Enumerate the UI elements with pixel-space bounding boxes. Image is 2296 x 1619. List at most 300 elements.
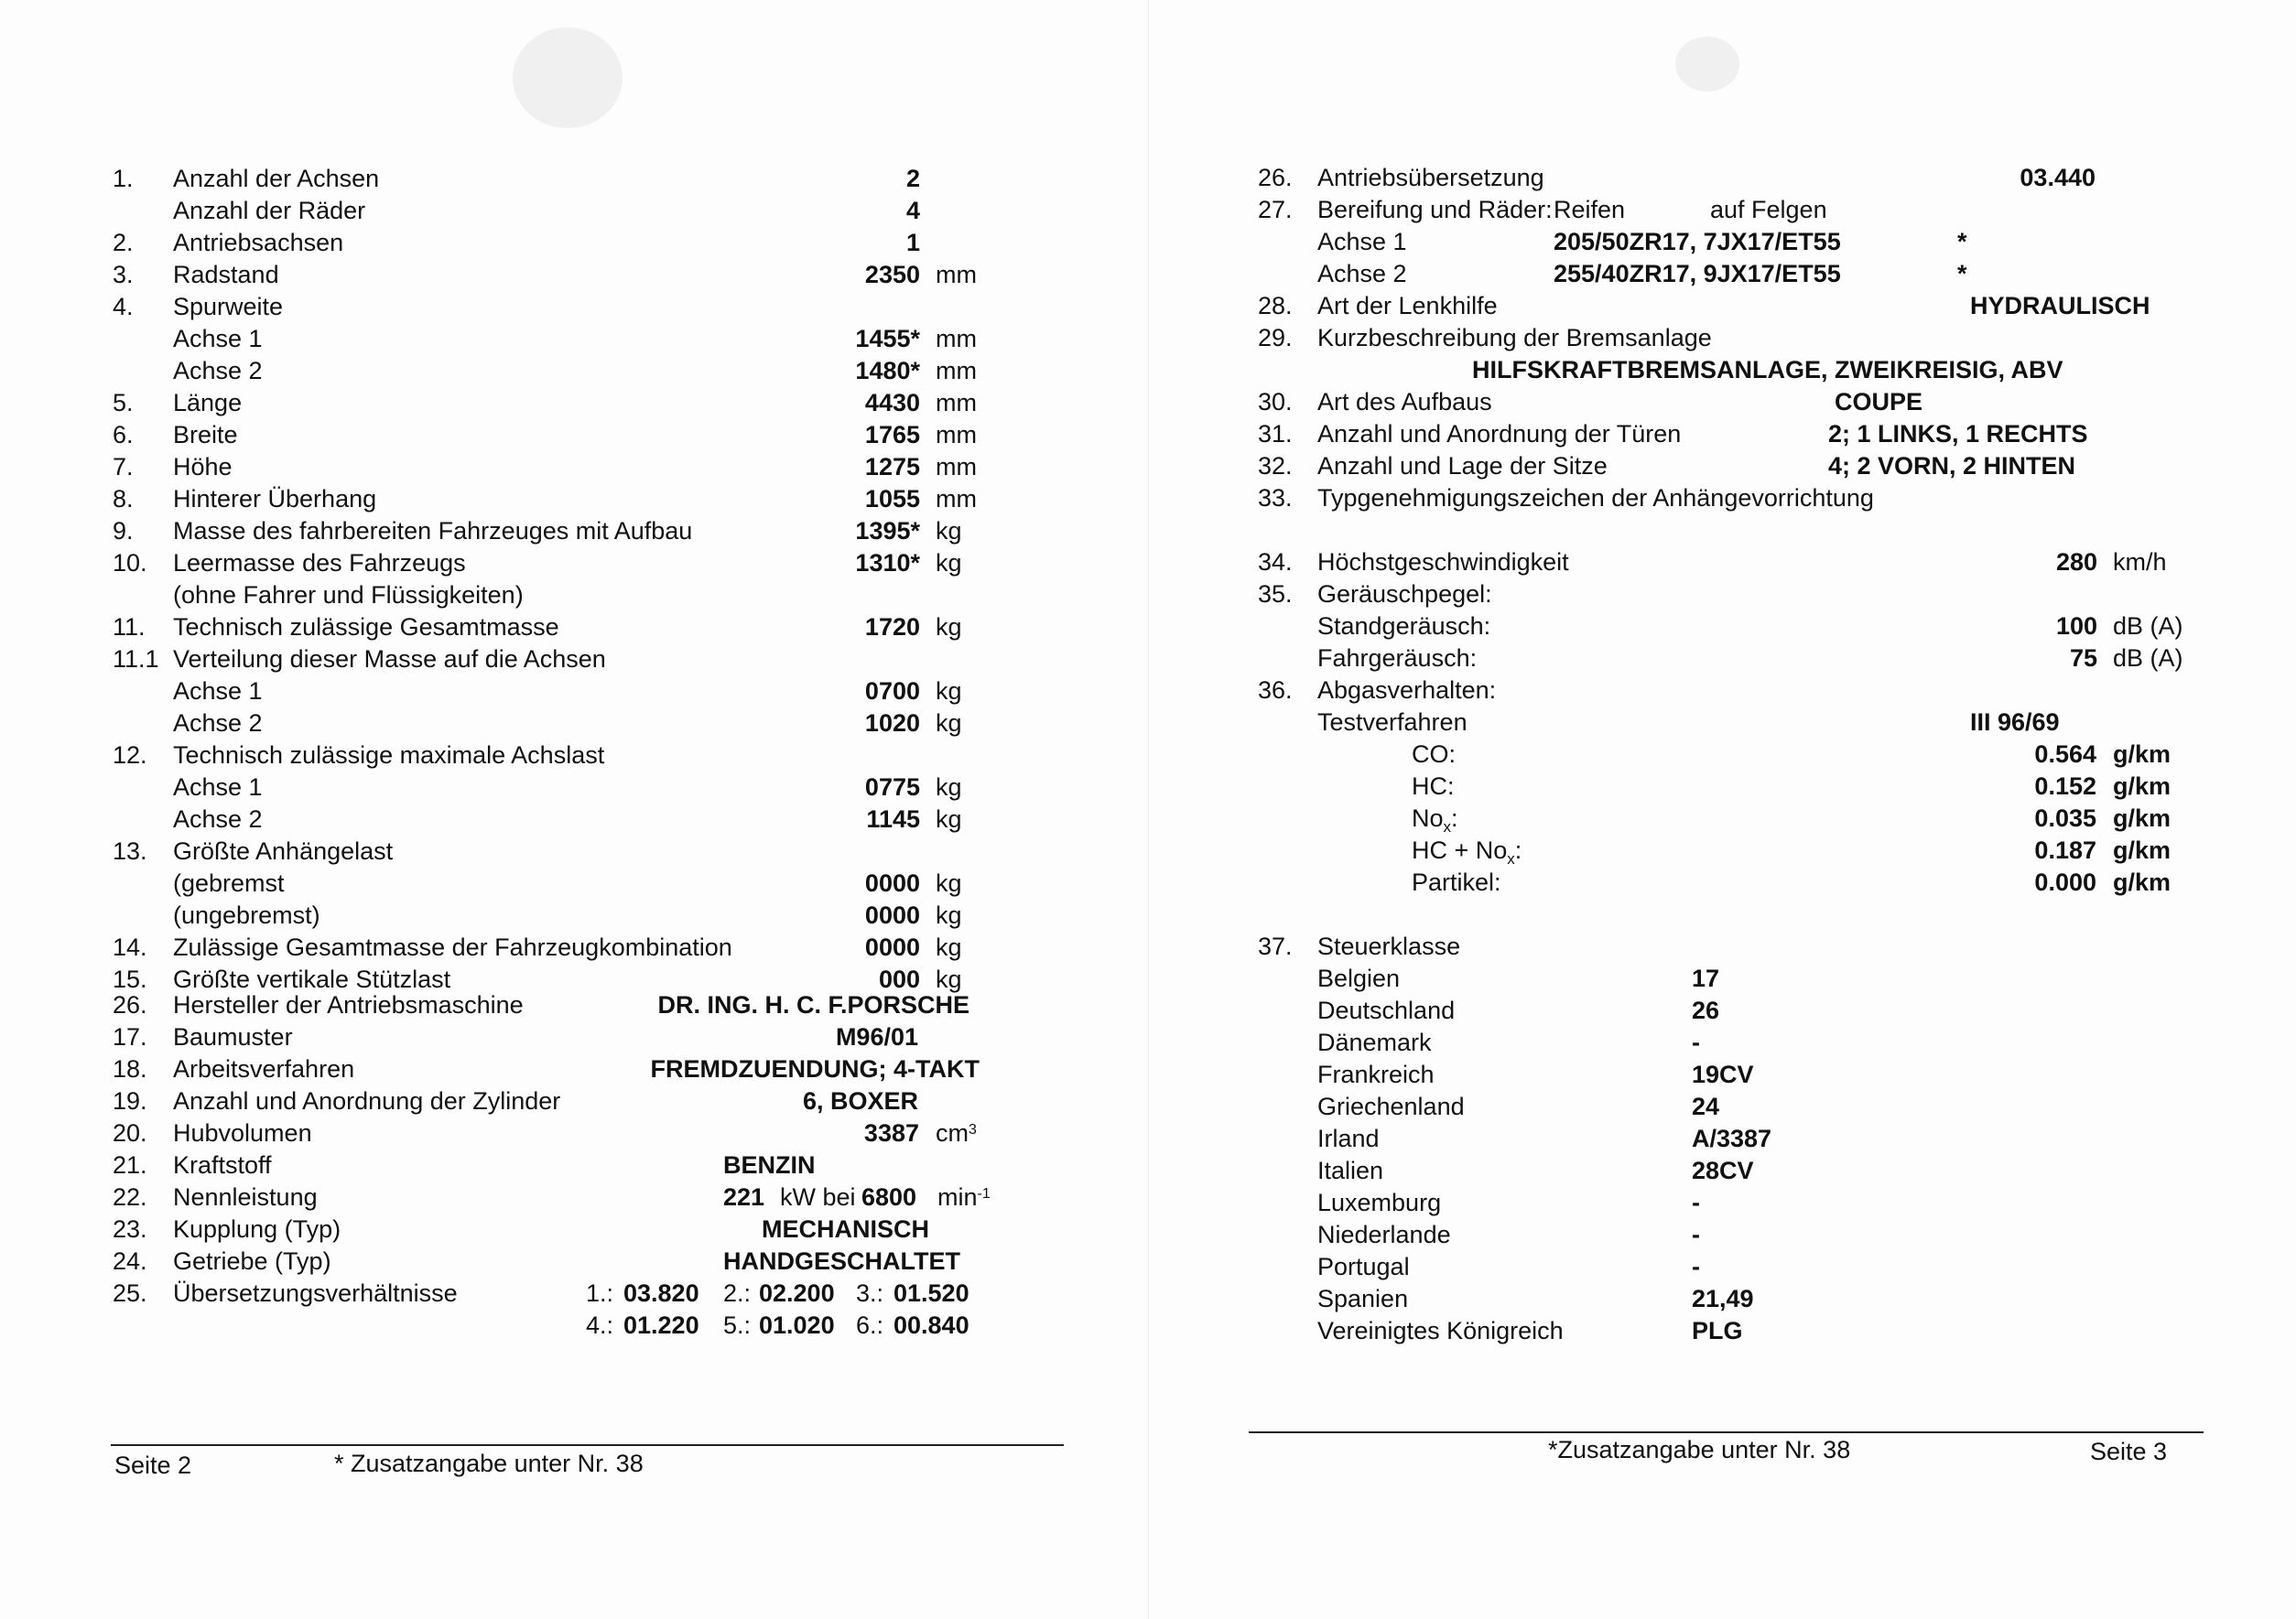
row-label: Masse des fahrbereiten Fahrzeuges mit Aufbau: [173, 517, 693, 545]
tax-class-value: A/3387: [1692, 1125, 1772, 1152]
row-number: 8.: [113, 485, 134, 513]
footnote-star: *: [1957, 260, 1967, 287]
row-number: 3.: [113, 261, 134, 288]
row-label: Testverfahren: [1317, 708, 1467, 736]
row-number: 32.: [1258, 452, 1293, 480]
row-number: 25.: [113, 1279, 147, 1307]
row-value: 000: [878, 966, 920, 993]
row-label: Fahrgeräusch:: [1317, 644, 1478, 672]
row-value: 205/50ZR17, 7JX17/ET55: [1554, 228, 1841, 255]
row-value: 1765: [864, 421, 920, 448]
spec-row: [0, 707, 1148, 739]
row-label: Bereifung und Räder:: [1317, 196, 1553, 223]
spec-row: [0, 675, 1148, 707]
row-label: Typgenehmigungszeichen der Anhängevorrichtung: [1317, 484, 1874, 512]
row-value: 2; 1 LINKS, 1 RECHTS: [1828, 420, 2088, 448]
spec-row: [0, 547, 1148, 579]
row-number: 9.: [113, 517, 134, 545]
spec-row-32-seats: [1148, 450, 2296, 482]
tax-class-value: 19CV: [1692, 1061, 1754, 1088]
tax-class-value: -: [1692, 1189, 1700, 1216]
tax-class-value: -: [1692, 1253, 1700, 1280]
gear-label: 6.:: [856, 1311, 884, 1339]
spec-row: [0, 259, 1148, 291]
row-number: 28.: [1258, 292, 1293, 319]
row-number: 4.: [113, 293, 134, 320]
row-value: 100: [2055, 612, 2097, 640]
row-number: 34.: [1258, 548, 1293, 576]
row-unit: kg: [936, 677, 962, 705]
gear-ratio-value: 01.220: [623, 1311, 699, 1339]
emission-label-suffix: :: [1514, 836, 1522, 864]
row-value: MECHANISCH: [762, 1215, 930, 1243]
row-label: Achse 2: [1317, 260, 1407, 287]
row-label: [1412, 771, 1455, 803]
row-label: Anzahl und Lage der Sitze: [1317, 452, 1608, 480]
emission-label-subscript: x: [1443, 818, 1452, 836]
row-label: Größte Anhängelast: [173, 837, 394, 865]
country-name: Portugal: [1317, 1253, 1410, 1280]
spec-row-36-emissions: [1148, 675, 2296, 707]
row-label: (gebremst: [173, 869, 285, 897]
row-value: 6, BOXER: [802, 1087, 918, 1115]
tax-class-value: 17: [1692, 965, 1720, 992]
spec-row: [0, 804, 1148, 836]
country-row: [1148, 1155, 2296, 1187]
row-unit: g/km: [2113, 772, 2171, 800]
emissions-test-row: [1148, 707, 2296, 739]
spec-row-29-brakes: [1148, 322, 2296, 354]
footer-footnote: * Zusatzangabe unter Nr. 38: [334, 1450, 644, 1477]
spec-row-26-manufacturer: [0, 989, 1148, 1021]
row-number: 5.: [113, 389, 134, 416]
row-label: Hubvolumen: [173, 1119, 312, 1147]
emission-label-subscript: x: [1507, 850, 1515, 868]
row-unit: g/km: [2113, 740, 2171, 768]
row-label: [1412, 803, 1458, 837]
spec-row: [0, 579, 1148, 611]
row-unit: mm: [936, 261, 977, 288]
tyre-row-axle-1: [1148, 226, 2296, 258]
row-unit: mm: [936, 485, 977, 513]
emission-row: [1148, 739, 2296, 771]
country-row: [1148, 1091, 2296, 1123]
spec-row: [0, 836, 1148, 868]
row-number: 6.: [113, 421, 134, 448]
row-number: 13.: [113, 837, 147, 865]
country-name: Vereinigtes Königreich: [1317, 1317, 1564, 1344]
row-unit: kg: [936, 966, 962, 993]
row-value: M96/01: [835, 1023, 918, 1051]
row-value: 0775: [864, 773, 920, 801]
row-label: Hinterer Überhang: [173, 485, 377, 513]
row-number: 19.: [113, 1087, 147, 1115]
spec-row: [0, 611, 1148, 643]
row-number: 31.: [1258, 420, 1293, 448]
row-label: Baumuster: [173, 1023, 293, 1051]
row-number: 18.: [113, 1055, 147, 1083]
spec-row-22-rated-power: [0, 1182, 1148, 1214]
country-name: Italien: [1317, 1157, 1384, 1184]
row-value: 03.440: [2020, 164, 2096, 191]
spec-row: [0, 163, 1148, 195]
row-unit: kg: [936, 901, 962, 929]
country-name: Frankreich: [1317, 1061, 1435, 1088]
row-label: Art der Lenkhilfe: [1317, 292, 1498, 319]
row-value: 0.187: [2034, 836, 2096, 864]
row-number: 14.: [113, 934, 147, 961]
row-number: 30.: [1258, 388, 1293, 416]
row-label: Übersetzungsverhältnisse: [173, 1279, 458, 1307]
row-unit: kg: [936, 709, 962, 737]
country-name: Deutschland: [1317, 997, 1456, 1024]
spec-row-18-working-cycle: [0, 1053, 1148, 1085]
row-value: 2350: [864, 261, 920, 288]
row-number: 33.: [1258, 484, 1293, 512]
power-kw-value: 221: [723, 1183, 765, 1211]
row-label: Radstand: [173, 261, 279, 288]
row-label: Antriebsübersetzung: [1317, 164, 1544, 191]
spec-row: [0, 515, 1148, 547]
row-unit: kg: [936, 773, 962, 801]
row-number: 27.: [1258, 196, 1293, 223]
tax-class-value: -: [1692, 1221, 1700, 1248]
country-row: [1148, 1283, 2296, 1315]
row-value: HYDRAULISCH: [1970, 292, 2150, 319]
row-unit: mm: [936, 357, 977, 384]
spec-row: [0, 451, 1148, 483]
spec-row: [0, 739, 1148, 772]
row-label: (ungebremst): [173, 901, 320, 929]
brakes-value: HILFSKRAFTBREMSANLAGE, ZWEIKREISIG, ABV: [1472, 356, 2063, 383]
tax-class-value: -: [1692, 1029, 1700, 1056]
spec-row-37-tax-class: [1148, 931, 2296, 963]
country-row: [1148, 1219, 2296, 1251]
gear-label: 1.:: [586, 1279, 614, 1307]
row-value: 1020: [864, 709, 920, 737]
country-name: Belgien: [1317, 965, 1401, 992]
spec-row-19-cylinders: [0, 1085, 1148, 1117]
footer-footnote: *Zusatzangabe unter Nr. 38: [1548, 1436, 1851, 1463]
country-row: [1148, 1027, 2296, 1059]
row-value: 1720: [864, 613, 920, 641]
row-label: Anzahl und Anordnung der Türen: [1317, 420, 1682, 448]
row-label: Höhe: [173, 453, 233, 480]
row-label: Verteilung dieser Masse auf die Achsen: [173, 645, 606, 673]
row-number: 10.: [113, 549, 147, 577]
spec-row: [0, 772, 1148, 804]
tax-class-value: PLG: [1692, 1317, 1743, 1344]
row-value: 1275: [864, 453, 920, 480]
emission-row: [1148, 867, 2296, 899]
row-value: 0000: [864, 869, 920, 897]
country-row: [1148, 1251, 2296, 1283]
row-label: Höchstgeschwindigkeit: [1317, 548, 1569, 576]
row-value: 1395*: [855, 517, 920, 545]
spec-row: [0, 195, 1148, 227]
row-unit: $\min^{-1}$: [937, 1183, 991, 1211]
row-unit: mm: [936, 389, 977, 416]
spec-row-33-towing: [1148, 482, 2296, 514]
row-unit: kg: [936, 869, 962, 897]
row-unit: km/h: [2113, 548, 2167, 576]
row-label: [1412, 835, 1522, 869]
country-row: [1148, 963, 2296, 995]
row-label: Geräuschpegel:: [1317, 580, 1492, 608]
spec-row: [0, 387, 1148, 419]
row-number: 36.: [1258, 676, 1293, 704]
row-value: 0.152: [2034, 772, 2096, 800]
spec-row: [0, 323, 1148, 355]
row-value: 1: [905, 229, 920, 256]
row-label: Achse 1: [1317, 228, 1407, 255]
emission-label-suffix: :: [1451, 804, 1458, 832]
spec-row: [0, 419, 1148, 451]
spec-row: [0, 291, 1148, 323]
row-number: 35.: [1258, 580, 1293, 608]
country-name: Dänemark: [1317, 1029, 1432, 1056]
country-name: Irland: [1317, 1125, 1380, 1152]
tyre-row-axle-2: [1148, 258, 2296, 290]
gear-ratio-value: 01.020: [759, 1311, 835, 1339]
spec-row: [0, 900, 1148, 932]
row-number: 21.: [113, 1151, 147, 1179]
row-unit: kg: [936, 613, 962, 641]
row-unit: kg: [936, 517, 962, 545]
row-label: Anzahl der Achsen: [173, 165, 380, 192]
row-number: 15.: [113, 966, 147, 993]
spec-row-26-axle-ratio: [1148, 162, 2296, 194]
row-label: Achse 2: [173, 357, 263, 384]
row-value: 4; 2 VORN, 2 HINTEN: [1828, 452, 2076, 480]
row-label: Breite: [173, 421, 238, 448]
gear-ratio-value: 02.200: [759, 1279, 835, 1307]
row-value: III 96/69: [1970, 708, 2060, 736]
row-number: 29.: [1258, 324, 1293, 351]
row-value: FREMDZUENDUNG; 4-TAKT: [650, 1055, 980, 1083]
spec-row-27-tyres: [1148, 194, 2296, 226]
emission-row: [1148, 835, 2296, 867]
gear-ratio-item: [0, 1310, 1148, 1342]
emission-label-text: HC:: [1412, 772, 1455, 800]
country-row: [1148, 1123, 2296, 1155]
spec-row-35-noise: [1148, 578, 2296, 610]
row-label: Achse 2: [173, 709, 263, 737]
row-value: 280: [2055, 548, 2097, 576]
row-label: Achse 1: [173, 325, 263, 352]
spec-row-17-model: [0, 1021, 1148, 1053]
row-value: 0.564: [2034, 740, 2096, 768]
row-number: 37.: [1258, 933, 1293, 960]
row-label: Steuerklasse: [1317, 933, 1461, 960]
row-label: [1412, 867, 1501, 899]
row-label: [1412, 739, 1456, 771]
row-value: 1145: [866, 805, 920, 833]
country-name: Luxemburg: [1317, 1189, 1442, 1216]
spec-row: [0, 483, 1148, 515]
row-label: Länge: [173, 389, 243, 416]
emission-row: [1148, 771, 2296, 803]
row-number: 23.: [113, 1215, 147, 1243]
row-label: Art des Aufbaus: [1317, 388, 1492, 416]
country-name: Spanien: [1317, 1285, 1409, 1312]
emission-label-text: Partikel:: [1412, 869, 1501, 896]
tyres-header: Reifen: [1554, 196, 1626, 223]
gear-ratio-value: 01.520: [893, 1279, 969, 1307]
row-label: Getriebe (Typ): [173, 1247, 331, 1275]
row-unit: g/km: [2113, 836, 2171, 864]
row-number: 22.: [113, 1183, 147, 1211]
row-value: 4: [905, 197, 920, 224]
row-value: HANDGESCHALTET: [723, 1247, 960, 1275]
spec-row-21-fuel: [0, 1149, 1148, 1182]
row-label: Standgeräusch:: [1317, 612, 1491, 640]
row-unit: kg: [936, 805, 962, 833]
row-number: 17.: [113, 1023, 147, 1051]
row-label: Nennleistung: [173, 1183, 318, 1211]
country-row: [1148, 1315, 2296, 1347]
spec-row: [0, 355, 1148, 387]
row-unit: dB (A): [2113, 612, 2183, 640]
row-label: Kupplung (Typ): [173, 1215, 341, 1243]
tax-class-value: 24: [1692, 1093, 1720, 1120]
spec-row: [0, 643, 1148, 675]
row-number: 24.: [113, 1247, 147, 1275]
row-label: Größte vertikale Stützlast: [173, 966, 451, 993]
emission-label-text: CO:: [1412, 740, 1457, 768]
row-unit: mm: [936, 421, 977, 448]
row-unit: g/km: [2113, 869, 2171, 896]
row-value: 0700: [864, 677, 920, 705]
spec-row: [0, 868, 1148, 900]
tax-class-value: 28CV: [1692, 1157, 1754, 1184]
row-unit: mm: [936, 325, 977, 352]
row-label: Abgasverhalten:: [1317, 676, 1497, 704]
row-value: 255/40ZR17, 9JX17/ET55: [1554, 260, 1841, 287]
row-value: 1310*: [855, 549, 920, 577]
row-value: 0000: [864, 934, 920, 961]
row-value: 0.000: [2034, 869, 2096, 896]
emission-row: [1148, 803, 2296, 835]
country-name: Griechenland: [1317, 1093, 1465, 1120]
rims-header: auf Felgen: [1710, 196, 1827, 223]
row-value: 75: [2069, 644, 2097, 672]
footer-rule-left: [111, 1444, 1064, 1446]
row-label: Zulässige Gesamtmasse der Fahrzeugkombination: [173, 934, 732, 961]
footnote-star: *: [1957, 228, 1967, 255]
row-label: Achse 1: [173, 773, 263, 801]
row-number: 26.: [1258, 164, 1293, 191]
right-page: [1148, 0, 2296, 1619]
row-value: BENZIN: [723, 1151, 816, 1179]
row-label: Hersteller der Antriebsmaschine: [173, 991, 524, 1019]
row-value: 1455*: [855, 325, 920, 352]
row-label: Kurzbeschreibung der Bremsanlage: [1317, 324, 1712, 351]
row-number: 11.: [113, 613, 146, 641]
row-label: Arbeitsverfahren: [173, 1055, 355, 1083]
row-label: Kraftstoff: [173, 1151, 272, 1179]
row-number: 20.: [113, 1119, 147, 1147]
brakes-value-row: [1148, 354, 2296, 386]
row-number: 12.: [113, 741, 147, 769]
tax-class-value: 21,49: [1692, 1285, 1754, 1312]
row-value: 2: [905, 165, 920, 192]
row-number: 7.: [113, 453, 134, 480]
row-label: Leermasse des Fahrzeugs: [173, 549, 466, 577]
gear-label: 4.:: [586, 1311, 614, 1339]
power-mid-text: kW bei: [780, 1183, 856, 1211]
row-value: 3387: [863, 1119, 919, 1147]
row-label: Technisch zulässige Gesamtmasse: [173, 613, 559, 641]
gear-label: 3.:: [856, 1279, 884, 1307]
spec-row-34-top-speed: [1148, 546, 2296, 578]
row-label: Spurweite: [173, 293, 284, 320]
row-value: 0000: [864, 901, 920, 929]
row-number: 11.1: [113, 645, 159, 673]
footer-page-number: Seite 3: [2090, 1438, 2168, 1465]
spec-row-28-steering: [1148, 290, 2296, 322]
country-name: Niederlande: [1317, 1221, 1451, 1248]
country-row: [1148, 1187, 2296, 1219]
row-number: 1.: [113, 165, 134, 192]
row-value: 0.035: [2034, 804, 2096, 832]
row-number: 26.: [113, 991, 147, 1019]
row-value: 1480*: [855, 357, 920, 384]
row-label: Antriebsachsen: [173, 229, 344, 256]
power-rpm-value: 6800: [861, 1183, 917, 1211]
row-value: COUPE: [1835, 388, 1923, 416]
row-label: (ohne Fahrer und Flüssigkeiten): [173, 581, 524, 609]
row-value: 4430: [864, 389, 920, 416]
spec-row: [0, 227, 1148, 259]
row-unit: $cm^3$: [936, 1119, 977, 1147]
spec-row-30-body: [1148, 386, 2296, 418]
row-label: Anzahl und Anordnung der Zylinder: [173, 1087, 561, 1115]
row-unit: kg: [936, 934, 962, 961]
row-unit: g/km: [2113, 804, 2171, 832]
gear-ratio-value: 00.840: [893, 1311, 969, 1339]
row-unit: kg: [936, 549, 962, 577]
tax-class-value: 26: [1692, 997, 1720, 1024]
row-label: Technisch zulässige maximale Achslast: [173, 741, 605, 769]
gear-ratio-item: [0, 1278, 1148, 1310]
footer-rule-right: [1249, 1431, 2204, 1433]
emission-label-text: No: [1412, 804, 1444, 832]
spec-row-20-displacement: [0, 1117, 1148, 1149]
noise-row-stationary: [1148, 610, 2296, 642]
spec-row-23-clutch: [0, 1214, 1148, 1246]
row-number: 2.: [113, 229, 134, 256]
gear-label: 2.:: [723, 1279, 752, 1307]
row-value: DR. ING. H. C. F.PORSCHE: [657, 991, 969, 1019]
country-row: [1148, 995, 2296, 1027]
spec-row: [0, 932, 1148, 964]
row-unit: mm: [936, 453, 977, 480]
spec-row-31-doors: [1148, 418, 2296, 450]
row-label: Achse 2: [173, 805, 263, 833]
gear-ratio-value: 03.820: [623, 1279, 699, 1307]
country-row: [1148, 1059, 2296, 1091]
noise-row-driving: [1148, 642, 2296, 675]
row-label: Achse 1: [173, 677, 263, 705]
emission-label-text: HC + No: [1412, 836, 1508, 864]
row-value: 1055: [864, 485, 920, 513]
gear-label: 5.:: [723, 1311, 752, 1339]
spec-row-24-gearbox: [0, 1246, 1148, 1278]
row-unit: dB (A): [2113, 644, 2183, 672]
row-label: Anzahl der Räder: [173, 197, 366, 224]
footer-page-number: Seite 2: [114, 1452, 192, 1479]
